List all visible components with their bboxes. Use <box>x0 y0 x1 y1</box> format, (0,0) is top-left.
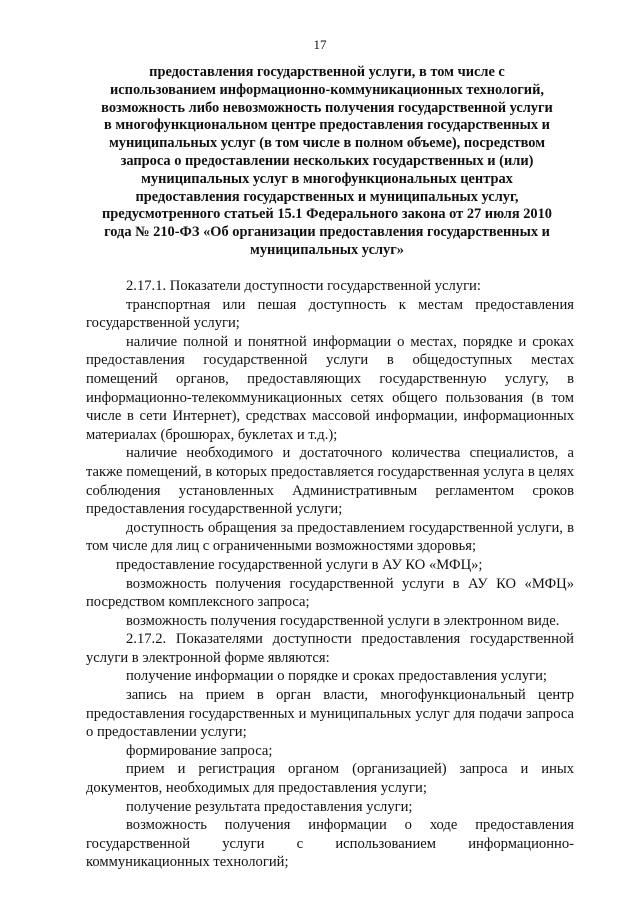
paragraph-2-17-1: 2.17.1. Показатели доступности государственной услуги: <box>126 278 481 294</box>
heading-line: запроса о предоставлении нескольких государственных и (или) <box>120 152 534 169</box>
paragraph: прием и регистрация органом (организацией) запроса и иных документов, необходимых для предоставления услуги; <box>86 761 574 797</box>
paragraph: предоставление государственной услуги в АУ КО «МФЦ»; <box>116 556 483 573</box>
paragraph: формирование запроса; <box>126 742 273 759</box>
page-number: 17 <box>313 37 327 52</box>
paragraph: возможность получения государственной услуги в АУ КО «МФЦ» посредством комплексного запроса; <box>86 575 574 611</box>
heading-line: муниципальных услуг (в том числе в полном объеме), посредством <box>108 135 546 152</box>
paragraph: получение информации о порядке и сроках предоставления услуги; <box>126 668 547 685</box>
section-heading <box>80 64 574 260</box>
heading-line: предоставления государственной услуги, в том числе с <box>149 64 505 80</box>
heading-line: предоставления государственных и муниципальных услуг, <box>135 188 519 205</box>
heading-line: возможность либо невозможность получения государственной услуги <box>101 99 553 116</box>
body-text <box>86 277 574 872</box>
paragraph: запись на прием в орган власти, многофункциональный центр предоставления государственных и муниципальных услуг для подачи запроса о предоставлении услуги; <box>86 687 574 741</box>
heading-line: года № 210-ФЗ «Об организации предоставления государственных и <box>104 224 550 241</box>
heading-line: использованием информационно-коммуникационных технологий, <box>109 81 544 98</box>
paragraph: транспортная или пешая доступность к местам предоставления государственной услуги; <box>86 296 574 332</box>
heading-line: муниципальных услуг» <box>250 241 404 258</box>
paragraph: наличие полной и понятной информации о местах, порядке и сроках предоставления государственной услуги в общедоступных местах помещений органов, предоставляющих государственную услугу, в информационно-телекоммуникационных сетях общего пользования (в том числе в сети Интернет), средствах массовой информации, информационных материалах (брошюрах, буклетах и т.д.); <box>86 333 574 443</box>
paragraph: возможность получения информации о ходе предоставления государственной услуги с использованием информационно-коммуникационных технологий; <box>86 817 574 871</box>
heading-line: муниципальных услуг в многофункциональных центрах <box>141 170 513 187</box>
heading-line: предусмотренного статьей 15.1 Федерального закона от 27 июля 2010 <box>102 206 552 223</box>
paragraph: получение результата предоставления услуги; <box>126 798 413 815</box>
paragraph: возможность получения государственной услуги в электронном виде. <box>126 612 560 629</box>
paragraph: доступность обращения за предоставлением государственной услуги, в том числе для лиц с ограниченными возможностями здоровья; <box>86 519 574 555</box>
paragraph-2-17-2: 2.17.2. Показателями доступности предоставления государственной услуги в электронной форме являются: <box>86 631 574 666</box>
heading-line: в многофункциональном центре предоставления государственных и <box>104 117 550 134</box>
paragraph: наличие необходимого и достаточного количества специалистов, а также помещений, в которых предоставляется государственная услуга в целях соблюдения установленных Административным регламентом сроков предоставления государственной услуги; <box>86 445 574 518</box>
